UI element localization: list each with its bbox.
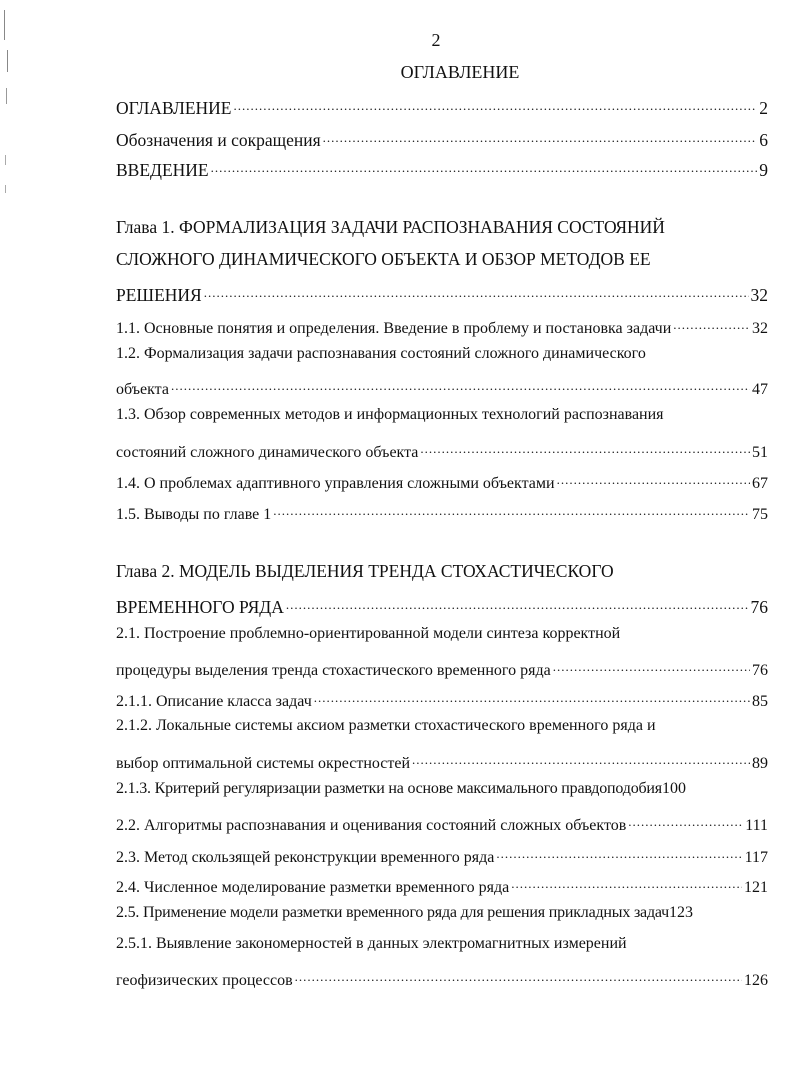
toc-entry-title: Обозначения и сокращения (116, 130, 321, 150)
toc-entry-title: 2.1.3. Критерий регуляризации разметки на основе максимального правдоподобия (116, 780, 662, 797)
dot-leader (204, 281, 749, 301)
dot-leader (412, 748, 750, 768)
toc-entry-title: 1.5. Выводы по главе 1 (116, 506, 272, 523)
toc-entry-2-1-line1[interactable]: 2.1. Построение проблемно-ориентированной модели синтеза корректной (116, 625, 621, 642)
toc-entry-title: 1.1. Основные понятия и определения. Введение в проблему и постановка задачи (116, 320, 672, 337)
dot-leader (420, 437, 750, 457)
toc-entry-title: РЕШЕНИЯ (116, 285, 202, 305)
toc-entry-2-5-1-line1[interactable]: 2.5.1. Выявление закономерностей в данных электромагнитных измерений (116, 935, 627, 952)
dot-leader (673, 313, 750, 333)
dot-leader (628, 810, 743, 830)
dot-leader (557, 468, 750, 488)
scan-artifact (4, 10, 7, 40)
toc-entry-title: 2.2. Алгоритмы распознавания и оценивания состояний сложных объектов (116, 817, 627, 834)
page-title: ОГЛАВЛЕНИЕ (400, 62, 520, 82)
toc-entry-title: 2.5. Применение модели разметки временного ряда для решения прикладных задач (116, 904, 670, 921)
dot-leader (511, 872, 742, 892)
toc-page-number: 6 (759, 130, 768, 150)
dot-leader (211, 156, 758, 176)
toc-page-number: 100 (661, 780, 686, 797)
dot-leader (553, 655, 750, 675)
toc-entry-title: 2.1.1. Описание класса задач (116, 693, 312, 710)
toc-entry-1-2[interactable] (116, 374, 768, 400)
toc-page-number: 111 (745, 817, 768, 834)
toc-page-number: 67 (752, 475, 768, 492)
page-number: 2 (431, 30, 441, 50)
toc-entry-2-1-2[interactable] (116, 748, 768, 774)
toc-entry-title: объекта (116, 381, 169, 398)
toc-entry-chapter2[interactable] (116, 593, 768, 617)
toc-entry-chapter1[interactable] (116, 281, 768, 305)
toc-page-number: 2 (759, 98, 768, 118)
toc-page-number: 89 (752, 755, 768, 772)
toc-page-number: 76 (752, 662, 768, 679)
toc-entry-oboznacheniya[interactable] (116, 126, 768, 150)
dot-leader (233, 94, 757, 114)
toc-entry-1-5[interactable] (116, 499, 768, 525)
toc-chapter2-title-line1[interactable]: Глава 2. МОДЕЛЬ ВЫДЕЛЕНИЯ ТРЕНДА СТОХАСТИЧЕСКОГО (116, 561, 614, 581)
toc-page-number: 75 (752, 506, 768, 523)
toc-page-number: 123 (669, 904, 694, 921)
toc-entry-1-3[interactable] (116, 437, 768, 463)
dot-leader (273, 499, 750, 519)
toc-page-number: 121 (744, 879, 768, 896)
toc-entry-title: 2.3. Метод скользящей реконструкции временного ряда (116, 849, 495, 866)
scan-artifact (5, 185, 8, 193)
toc-entry-1-1[interactable] (116, 313, 768, 339)
scan-artifact (5, 155, 8, 165)
toc-entry-vvedenie[interactable] (116, 156, 768, 180)
toc-entry-2-5-1[interactable] (116, 965, 768, 991)
toc-entry-title: процедуры выделения тренда стохастического временного ряда (116, 662, 551, 679)
toc-entry-title: 2.4. Численное моделирование разметки временного ряда (116, 879, 510, 896)
toc-page-number: 9 (759, 160, 768, 180)
toc-page-number: 85 (752, 693, 768, 710)
toc-entry-1-3-line1[interactable]: 1.3. Обзор современных методов и информационных технологий распознавания (116, 406, 664, 423)
toc-page-number: 117 (744, 849, 768, 866)
toc-entry-2-3[interactable] (116, 842, 768, 868)
toc-chapter1-title-line2[interactable]: СЛОЖНОГО ДИНАМИЧЕСКОГО ОБЪЕКТА И ОБЗОР МЕТОДОВ ЕЕ (116, 249, 651, 269)
toc-entry-title: ВВЕДЕНИЕ (116, 160, 209, 180)
toc-entry-title: геофизических процессов (116, 972, 293, 989)
toc-entry-2-1-1[interactable] (116, 686, 768, 712)
toc-entry-title: ОГЛАВЛЕНИЕ (116, 98, 232, 118)
toc-entry-title: выбор оптимальной системы окрестностей (116, 755, 411, 772)
dot-leader (323, 126, 758, 146)
toc-entry-oglavlenie[interactable] (116, 94, 768, 118)
toc-entry-title: ВРЕМЕННОГО РЯДА (116, 597, 284, 617)
toc-page-number: 32 (750, 285, 768, 305)
toc-entry-2-5[interactable] (116, 903, 768, 923)
dot-leader (286, 593, 749, 613)
dot-leader (496, 842, 742, 862)
toc-chapter1-title-line1[interactable]: Глава 1. ФОРМАЛИЗАЦИЯ ЗАДАЧИ РАСПОЗНАВАНИЯ СОСТОЯНИЙ (116, 217, 665, 237)
toc-entry-2-4[interactable] (116, 872, 768, 898)
toc-entry-2-2[interactable] (116, 810, 768, 836)
dot-leader (295, 965, 742, 985)
toc-entry-title: 1.4. О проблемах адаптивного управления сложными объектами (116, 475, 555, 492)
scan-artifact (6, 88, 9, 104)
toc-entry-2-1[interactable] (116, 655, 768, 681)
toc-entry-title: состояний сложного динамического объекта (116, 444, 419, 461)
toc-page-number: 51 (752, 444, 768, 461)
toc-page-number: 126 (744, 972, 768, 989)
toc-entry-1-4[interactable] (116, 468, 768, 494)
toc-page-number: 32 (752, 320, 768, 337)
toc-entry-1-2-line1[interactable]: 1.2. Формализация задачи распознавания состояний сложного динамического (116, 345, 646, 362)
toc-page-number: 47 (752, 381, 768, 398)
scan-artifact (7, 50, 10, 72)
toc-entry-2-1-2-line1[interactable]: 2.1.2. Локальные системы аксиом разметки стохастического временного ряда и (116, 717, 656, 734)
dot-leader (171, 374, 750, 394)
dot-leader (314, 686, 750, 706)
toc-page-number: 76 (750, 597, 768, 617)
toc-entry-2-1-3[interactable] (116, 779, 768, 799)
